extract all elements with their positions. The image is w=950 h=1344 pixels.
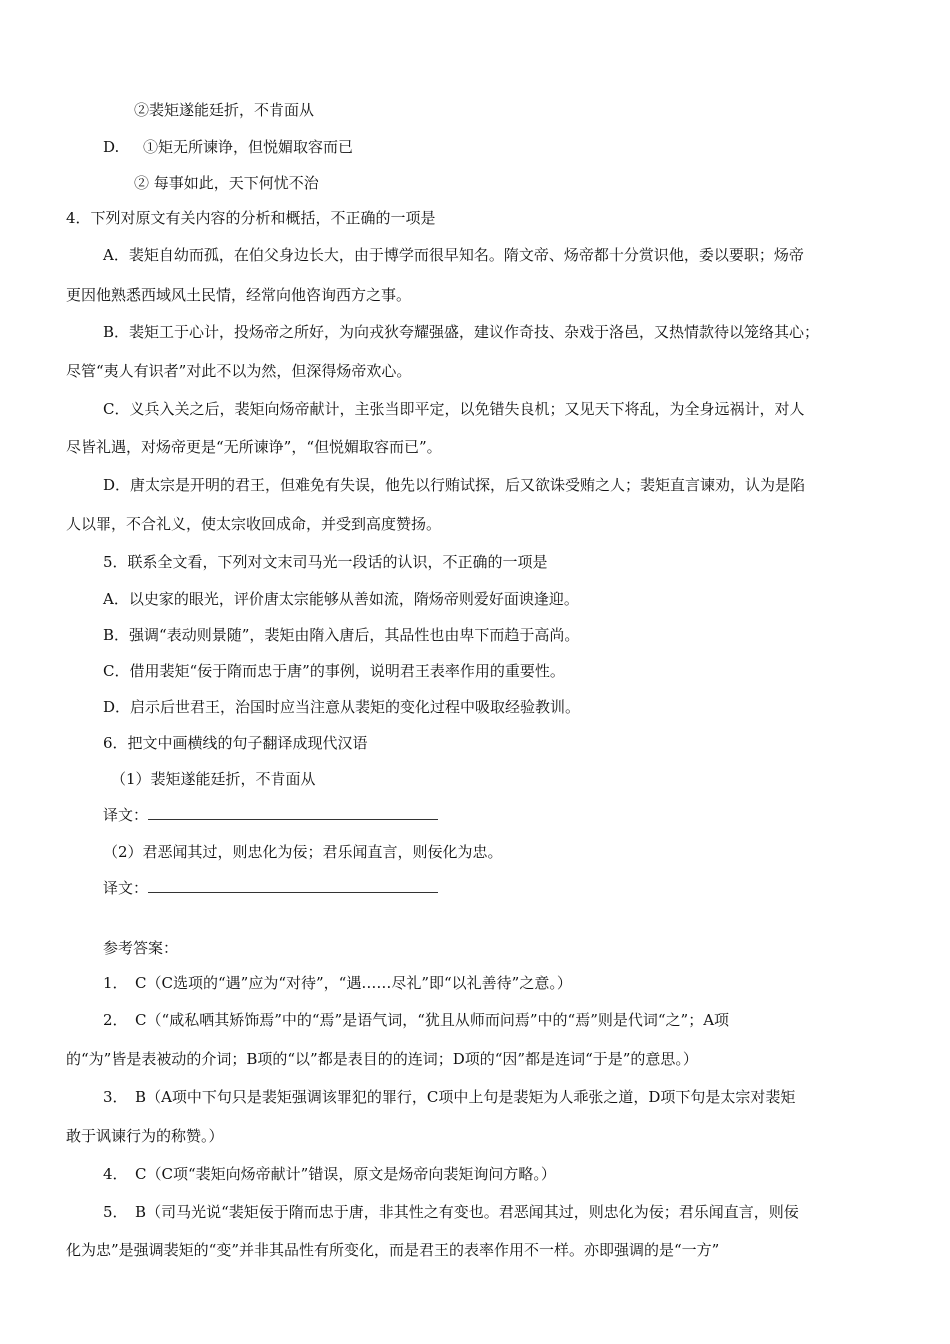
q6-translation-1 — [103, 805, 438, 825]
q6-sentence-2: （2）君恶闻其过，则忠化为佞；君乐闻直言，则佞化为忠。 — [103, 843, 503, 861]
answers-heading: 参考答案： — [103, 939, 179, 957]
answer-2-line2: 的“为”皆是表被动的介词；B项的“以”都是表目的的连词；D项的“因”都是连词“于是”的意思。） — [66, 1050, 698, 1068]
answer-4: 4． C（C项“裴矩向炀帝献计”错误，原文是炀帝向裴矩询问方略。） — [103, 1165, 556, 1183]
q3-option-d-line1: ①矩无所谏诤，但悦媚取容而已 — [143, 138, 354, 156]
translation-blank-2[interactable] — [148, 878, 438, 893]
q3-option-d-label: D. — [103, 138, 120, 156]
q4-option-c-line2: 尽皆礼遇，对炀帝更是“无所谏诤”，“但悦媚取容而已”。 — [66, 438, 442, 456]
answer-3-line2: 敢于讽谏行为的称赞。） — [66, 1127, 224, 1145]
q5-stem: 5．联系全文看，下列对文末司马光一段话的认识，不正确的一项是 — [103, 553, 548, 571]
q3-option-d-line2: ② 每事如此，天下何忧不治 — [134, 174, 319, 192]
q4-option-b-line1: B．裴矩工于心计，投炀帝之所好，为向戎狄夸耀强盛，建议作奇技、杂戏于洛邑，又热情款待以笼络其心； — [103, 323, 820, 341]
q5-option-b: B．强调“表动则景随”，裴矩由隋入唐后，其品性也由卑下而趋于高尚。 — [103, 626, 580, 644]
translation-label: 译文： — [103, 879, 149, 897]
translation-label: 译文： — [103, 806, 149, 824]
answer-1: 1． C（C选项的“遇”应为“对待”，“遇……尽礼”即“以礼善待”之意。） — [103, 974, 572, 992]
q4-option-a-line2: 更因他熟悉西域风土民情，经常向他咨询西方之事。 — [66, 286, 412, 304]
answer-2-line1: 2． C（“咸私哂其矫饰焉”中的“焉”是语气词，“犹且从师而问焉”中的“焉”则是代词“之”；A项 — [103, 1011, 730, 1029]
q4-option-d-line2: 人以罪，不合礼义，使太宗收回成命，并受到高度赞扬。 — [66, 515, 442, 533]
translation-blank-1[interactable] — [148, 805, 438, 820]
q5-option-c: C．借用裴矩“佞于隋而忠于唐”的事例，说明君王表率作用的重要性。 — [103, 662, 565, 680]
answer-5-line1: 5． B（司马光说“裴矩佞于隋而忠于唐，非其性之有变也。君恶闻其过，则忠化为佞；君乐闻直言，则佞 — [103, 1203, 799, 1221]
q6-sentence-1: （1）裴矩遂能廷折，不肯面从 — [111, 770, 316, 788]
q4-option-c-line1: C．义兵入关之后，裴矩向炀帝献计，主张当即平定，以免错失良机；又见天下将乱，为全身远祸计，对人 — [103, 400, 805, 418]
q3-option-c-line2: ②裴矩遂能廷折，不肯面从 — [134, 101, 315, 119]
q4-stem: 4．下列对原文有关内容的分析和概括，不正确的一项是 — [66, 209, 436, 227]
answer-3-line1: 3． B（A项中下句只是裴矩强调该罪犯的罪行，C项中上句是裴矩为人乖张之道，D项下句是太宗对裴矩 — [103, 1088, 796, 1106]
q4-option-b-line2: 尽管“夷人有识者”对此不以为然，但深得炀帝欢心。 — [66, 362, 412, 380]
answer-5-line2: 化为忠”是强调裴矩的“变”并非其品性有所变化，而是君王的表率作用不一样。亦即强调的是“一方” — [66, 1241, 720, 1259]
q5-option-d: D．启示后世君王，治国时应当注意从裴矩的变化过程中吸取经验教训。 — [103, 698, 581, 716]
q6-translation-2 — [103, 878, 438, 898]
q4-option-a-line1: A．裴矩自幼而孤，在伯父身边长大，由于博学而很早知名。隋文帝、炀帝都十分赏识他，委以要职；炀帝 — [103, 246, 804, 264]
q5-option-a: A．以史家的眼光，评价唐太宗能够从善如流，隋炀帝则爱好面谀逢迎。 — [103, 590, 579, 608]
q6-stem: 6．把文中画横线的句子翻译成现代汉语 — [103, 734, 368, 752]
q4-option-d-line1: D．唐太宗是开明的君王，但难免有失误，他先以行贿试探，后又欲诛受贿之人；裴矩直言谏劝，认为是陷 — [103, 476, 806, 494]
